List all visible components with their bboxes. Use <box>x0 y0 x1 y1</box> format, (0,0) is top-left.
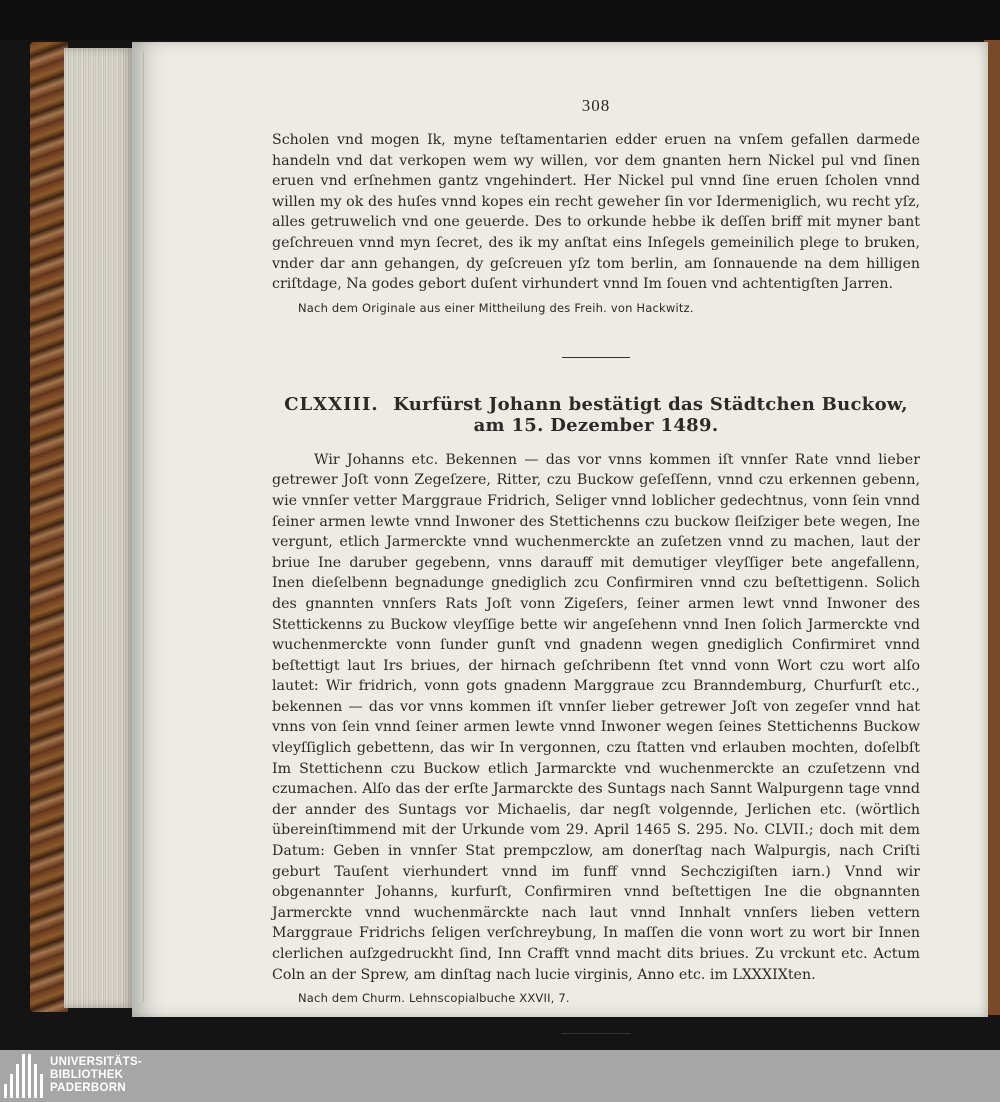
scan-top-edge <box>0 0 1000 40</box>
heading-number: CLXXIII. <box>284 393 379 415</box>
page-edges <box>64 48 134 1008</box>
logo-line-2: BIBLIOTHEK <box>50 1069 124 1081</box>
end-divider <box>562 1033 630 1034</box>
page-content <box>272 96 920 1034</box>
logo-line-1: UNIVERSITÄTS- <box>50 1056 143 1068</box>
page-margin-line <box>143 52 144 1002</box>
page-number: 308 <box>581 96 611 115</box>
source-note-1: Nach dem Originale aus einer Mittheilung des Freih. von Hackwitz. <box>298 300 694 315</box>
logo-line-3: PADERBORN <box>50 1082 126 1094</box>
document-heading <box>272 394 920 436</box>
document-body: Wir Johanns etc. Bekennen — das vor vnns kommen iſt vnnſer Rate vnnd lieber getrewer Joſt vonn Zegeſzere, Ritter, czu Buckow geſeſſenn, vnnd czu erkennen gebenn, wie vnnſer vetter Marggraue Fridrich, Seliger vnnd loblicher gedechtnus, vonn ſein vnnd ſeiner armen lewte vnnd Inwoner des Stettichenns czu buckow ſleiſziger bete wegen, Ine vergunt, etlich Jarmerckte vnnd wuchenmerckte an zuſetzen vnnd zu machen, laut der briue Ine daruber gegebenn, vnns darauff mit demutiger vleyſſiger bete angefallenn, Inen dieſelbenn begnadunge gnediglich zcu Confirmiren vnnd czu beſtettigenn. Solich des gnannten vnnſers Rats Joſt vonn Zigeſers, ſeiner armen lewt vnnd Inwoner des Stettickenns zu Buckow vleyſſige bette wir angeſehenn vnnd Inen ſolich Jarmerckte vnd wuchenmerckte vonn ſunder gunſt vnd gnadenn wegen gnediglich Confirmiret vnnd beſtettigt laut Irs briues, der hirnach geſchribenn ſtet vnnd vonn Wort czu wort alſo lautet: Wir fridrich, vonn gots gnadenn Marggraue zcu Branndemburg, Churfurſt etc., bekennen — das vor vnns kommen iſt vnnſer lieber getrewer Joſt von zegeſer vnnd hat vnns von ſein vnnd ſeiner armen lewte vnnd Inwoner wegen ſeines Stettichenns Buckow vleyſſiglich gebettenn, das wir In vergonnen, czu ſtatten vnd erlauben mochten, doſelbſt Im Stettichenn czu Buckow etlich Jarmarckte vnd wuchenmerckte an czuſetzenn vnd czumachen. Alſo das der erſte Jarmarckte des Suntags nach Sannt Walpurgenn tage vnnd der annder des Suntags vor Michaelis, dar negſt volgennde, Jerlichen etc. (wörtlich übereinſtimmend mit der Urkunde vom 29. April 1465 S. 295. No. CLVII.; doch mit dem Datum: Geben in vnnſer Stat prempczlow, am donerſtag nach Walpurgis, nach Criſti geburt Tauſent vierhundert vnnd im funff vnnd Sechczigiſten iarn.) Vnnd wir obgenannter Johanns, kurfurſt, Confirmiren vnnd beſtettigen Ine die obgnannten Jarmerckte vnnd wuchenmärckte nach laut vnnd Innhalt vnnſers lieben vettern Marggraue Fridrichs ſeligen verſchreybung, In maſſen die vonn wort zu wort bir Innen clerlichen auſzgedruckht ſind, Inn Crafft vnnd macht dits briues. Zu vrckunt etc. Actum Coln an der Sprew, am dinſtag nach lucie virginis, Anno etc. im LXXXIXten. <box>272 451 920 983</box>
library-logo-icon <box>4 1054 43 1098</box>
book-cover-left <box>30 42 68 1012</box>
source-note-2: Nach dem Churm. Lehnscopialbuche XXVII, 7. <box>298 991 570 1006</box>
library-footer <box>0 1050 1000 1102</box>
section-divider <box>562 357 630 358</box>
paragraph-continuation: Scholen vnd mogen Ik, myne teſtamentarien edder eruen na vnſem gefallen darmede handeln vnd dat verkopen wem wy willen, vor dem gnanten hern Nickel pul vnd ſinen eruen vnd erſnehmen gantz vngehindert. Her Nickel pul vnnd ſine eruen ſcholen vnnd willen my ok des huſes vnnd kopes ein recht geweher ſin vor Idermeniglich, wu recht yſz, alles getruwelich vnd one geuerde. Des to orkunde hebbe ik deſſen briff mit myner bant geſchreuen vnnd myn ſecret, des ik my anſtat eins Inſegels gemeinilich plege to bruken, vnder dar ann gehangen, dy geſcreuen yſz tom berlin, am ſonnauende na dem hilligen criſtdage, Na godes gebort duſent virhundert vnnd Im ſouen vnd achtentigſten Jarren. <box>272 132 920 293</box>
library-logo-text <box>50 1056 142 1095</box>
heading-title: Kurfürst Johann bestätigt das Städtchen Buckow, am 15. Dezember 1489. <box>393 393 908 436</box>
